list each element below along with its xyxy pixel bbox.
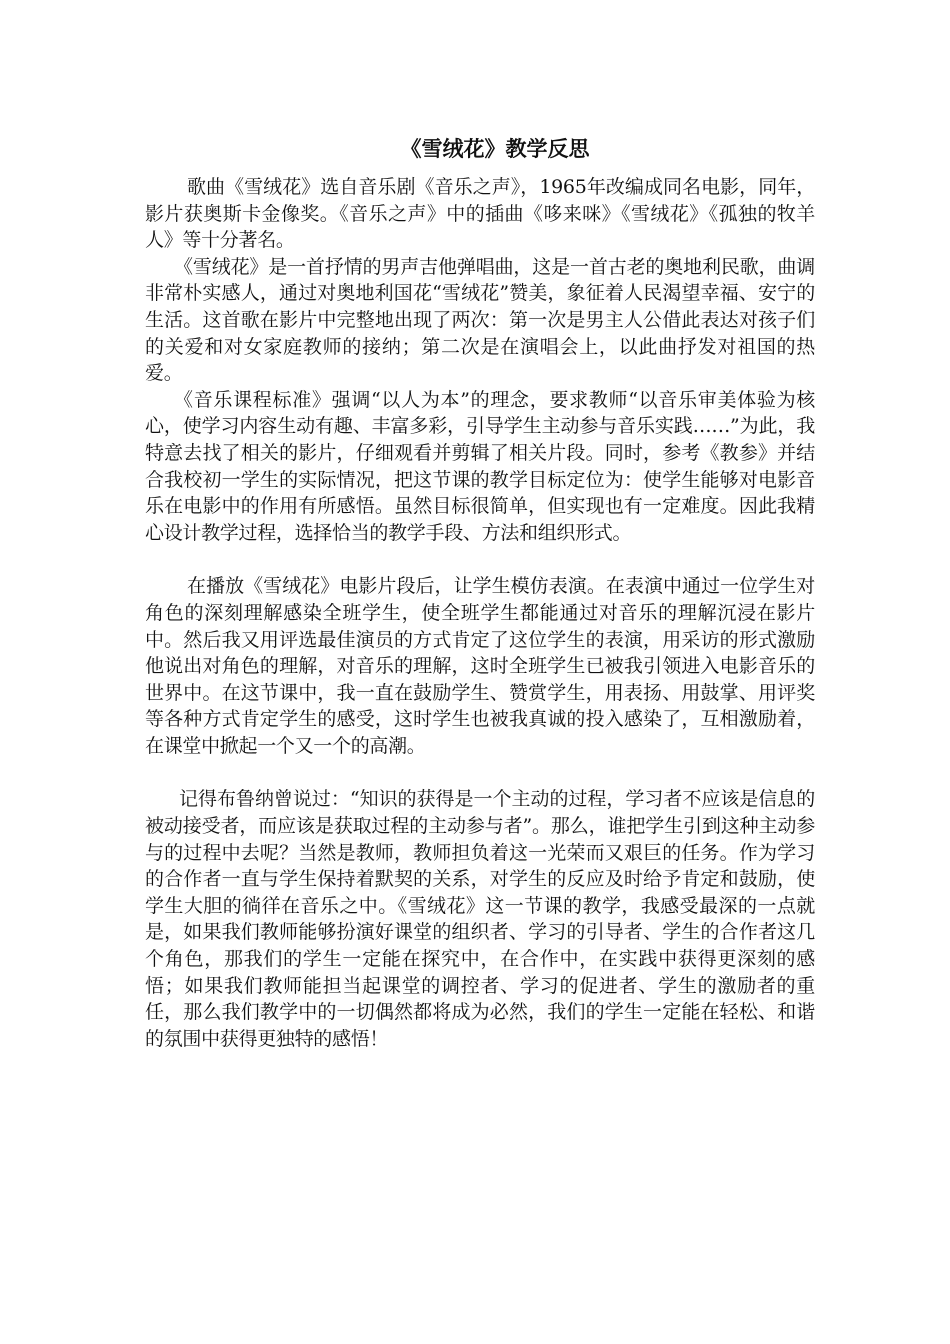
paragraph-intro: 歌曲《雪绒花》选自音乐剧《音乐之声》，1965年改编成同名电影，同年，影片获奥斯卡金像奖。《音乐之声》中的插曲《哆来咪》《雪绒花》《孤独的牧羊人》等十分著名。 <box>145 176 815 252</box>
paragraph-reflection: 记得布鲁纳曾说过：“知识的获得是一个主动的过程，学习者不应该是信息的被动接受者，而应该是获取过程的主动参与者”。那么，谁把学生引到这种主动参与的过程中去呢？当然是教师，教师担负着这一光荣而又艰巨的任务。作为学习的合作者一直与学生保持着默契的关系，对学生的反应及时给予肯定和鼓励，使学生大胆的徜徉在音乐之中。《雪绒花》这一节课的教学，我感受最深的一点就是，如果我们教师能够扮演好课堂的组织者、学习的引导者、学生的合作者这几个角色，那我们的学生一定能在探究中，在合作中，在实践中获得更深刻的感悟；如果我们教师能担当起课堂的调控者、学习的促进者、学生的激励者的重任，那么我们教学中的一切偶然都将成为必然，我们的学生一定能在轻松、和谐的氛围中获得更独特的感悟！ <box>145 788 815 1050</box>
paragraph-spacer <box>145 546 815 573</box>
paragraph-classroom-performance: 在播放《雪绒花》电影片段后，让学生模仿表演。在表演中通过一位学生对角色的深刻理解感染全班学生，使全班学生都能通过对音乐的理解沉浸在影片中。然后我又用评选最佳演员的方式肯定了这位学生的表演，用采访的形式激励他说出对角色的理解，对音乐的理解，这时全班学生已被我引领进入电影音乐的世界中。在这节课中，我一直在鼓励学生、赞赏学生，用表扬、用鼓掌、用评奖等各种方式肯定学生的感受，这时学生也被我真诚的投入感染了，互相激励着，在课堂中掀起一个又一个的高潮。 <box>145 575 815 757</box>
document-title: 《雪绒花》教学反思 <box>400 137 590 161</box>
paragraph-spacer <box>145 759 815 786</box>
paragraph-curriculum-standard: 《音乐课程标准》强调“以人为本”的理念，要求教师“以音乐审美体验为核心，使学习内容生动有趣、丰富多彩，引导学生主动参与音乐实践……”为此，我特意去找了相关的影片，仔细观看并剪辑了相关片段。同时，参考《教参》并结合我校初一学生的实际情况，把这节课的教学目标定位为：使学生能够对电影音乐在电影中的作用有所感悟。虽然目标很简单，但实现也有一定难度。因此我精心设计教学过程，选择恰当的教学手段、方法和组织形式。 <box>145 388 815 544</box>
document-body <box>145 174 815 1052</box>
paragraph-song-description: 《雪绒花》是一首抒情的男声吉他弹唱曲，这是一首古老的奥地利民歌，曲调非常朴实感人，通过对奥地利国花“雪绒花”赞美，象征着人民渴望幸福、安宁的生活。这首歌在影片中完整地出现了两次：第一次是男主人公借此表达对孩子们的关爱和对女家庭教师的接纳；第二次是在演唱会上，以此曲抒发对祖国的热爱。 <box>145 255 815 385</box>
